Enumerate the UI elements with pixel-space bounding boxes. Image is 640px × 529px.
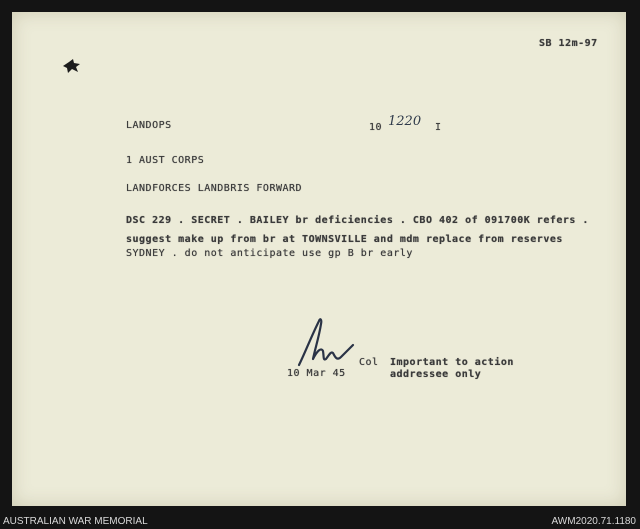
date: 10 Mar 45 (287, 368, 346, 379)
info-field: LANDFORCES LANDBRIS FORWARD (126, 183, 303, 194)
note-line-1: Important to action (390, 357, 514, 368)
handwritten-time: 1220 (388, 114, 422, 129)
signature-rank: Col (359, 357, 379, 368)
reference-number: SB 12m-97 (539, 38, 598, 49)
message-line-3: SYDNEY . do not anticipate use gp B br early (126, 248, 413, 259)
to-field: 1 AUST CORPS (126, 155, 205, 166)
document-sheet (12, 12, 626, 506)
from-field: LANDOPS (126, 120, 172, 131)
footer-accession-number: AWM2020.71.1180 (551, 516, 636, 527)
message-line-1: DSC 229 . SECRET . BAILEY br deficiencies . CBO 402 of 091700K refers . (126, 215, 589, 226)
footer-credit: AUSTRALIAN WAR MEMORIAL (3, 516, 148, 527)
note-line-2: addressee only (390, 369, 482, 380)
time-suffix: I (435, 122, 442, 133)
ink-blot-icon (60, 58, 84, 76)
message-line-2: suggest make up from br at TOWNSVILLE and mdm replace from reserves (126, 234, 563, 245)
signature (295, 315, 355, 370)
time-prefix: 10 (369, 122, 383, 133)
